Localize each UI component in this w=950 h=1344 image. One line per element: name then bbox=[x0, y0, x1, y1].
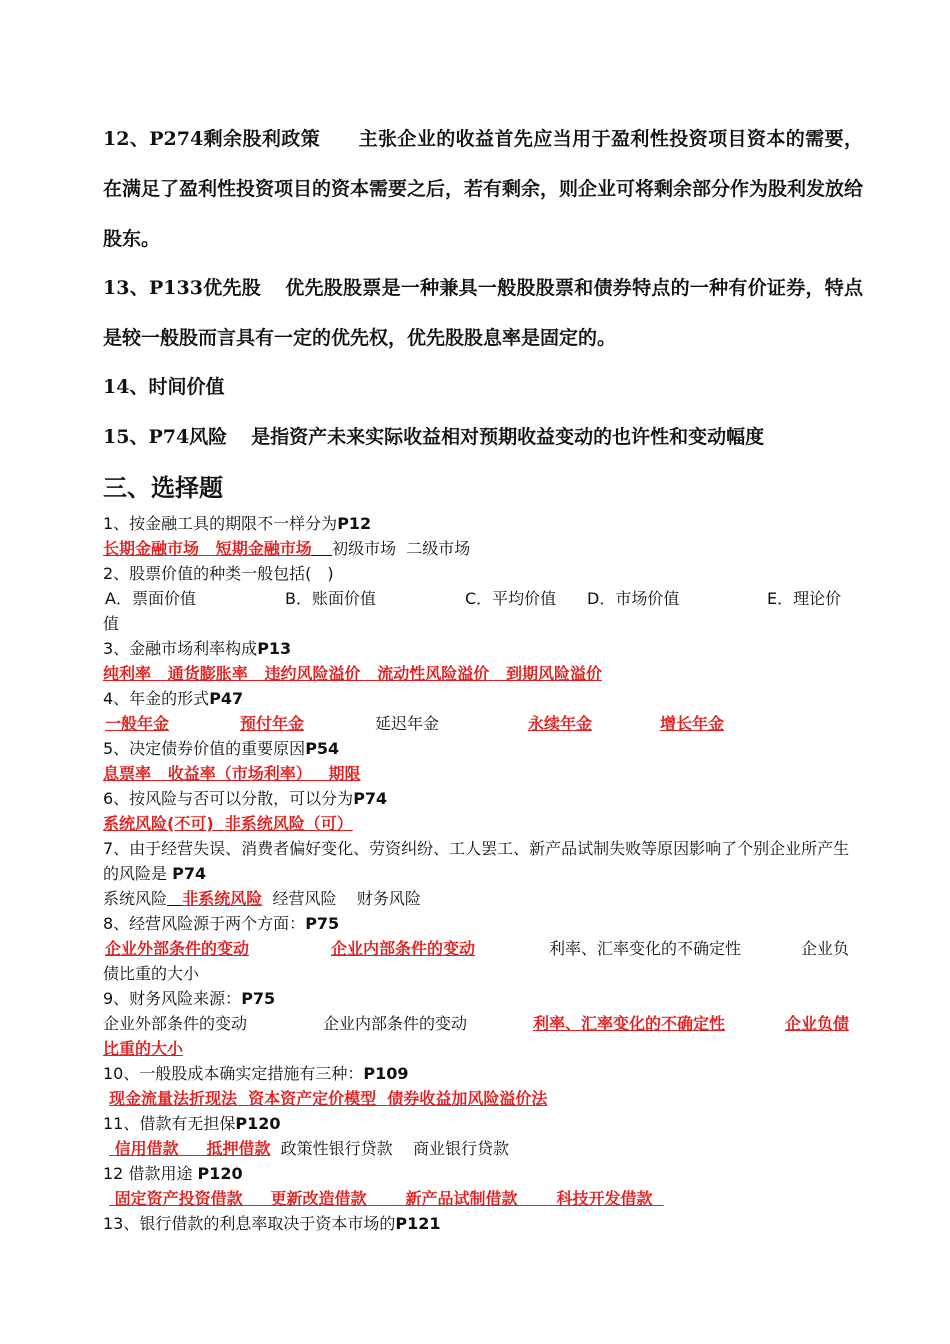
question-2: 2、股票价值的种类一般包括( ) bbox=[103, 564, 334, 583]
q5-answer-3: 期限 bbox=[328, 764, 361, 783]
q8-option-2: 企业负 bbox=[801, 939, 850, 958]
q6-text: 6、按风险与否可以分散，可以分为 bbox=[103, 789, 354, 808]
q7-option-3: 财务风险 bbox=[356, 889, 421, 908]
question-12 bbox=[103, 1161, 863, 1186]
term-15-head: 15、P74风险 bbox=[103, 426, 228, 448]
q12-text: 12 借款用途 bbox=[103, 1164, 193, 1183]
q10-answer-2: 资本资产定价模型 bbox=[248, 1089, 377, 1108]
q1-text: 1、按金融工具的期限不一样分为 bbox=[103, 514, 338, 533]
q10-text: 10、一般股成本确实定措施有三种： bbox=[103, 1064, 364, 1083]
q7-answer-1: 非系统风险 bbox=[182, 889, 263, 908]
question-10 bbox=[103, 1061, 863, 1086]
q7-option-1: 系统风险 bbox=[103, 889, 168, 908]
question-8 bbox=[103, 911, 863, 936]
answer-7 bbox=[103, 886, 863, 911]
q9-text: 9、财务风险来源： bbox=[103, 989, 242, 1008]
q11-option-1: 政策性银行贷款 bbox=[280, 1139, 393, 1158]
term-15 bbox=[103, 412, 863, 462]
term-13-body: 优先股股票是一种兼具一般股股票和债券特点的一种有价证券，特点是较一般股而言具有一定的优先权，优先股股息率是固定的。 bbox=[103, 277, 863, 349]
q1-answer-1: 长期金融市场 bbox=[103, 539, 200, 558]
question-13 bbox=[103, 1211, 863, 1236]
q10-answer-1: 现金流量法折现法 bbox=[109, 1089, 238, 1108]
answer-8 bbox=[103, 936, 863, 961]
q8-ref: P75 bbox=[305, 914, 340, 933]
q12-ref: P120 bbox=[197, 1164, 243, 1183]
q3-ref: P13 bbox=[257, 639, 292, 658]
q1-ref: P12 bbox=[337, 514, 372, 533]
q11-answer-1: 信用借款 bbox=[114, 1139, 179, 1158]
answer-3 bbox=[103, 661, 863, 686]
q4-ref: P47 bbox=[209, 689, 244, 708]
q1-option-2: 二级市场 bbox=[406, 539, 471, 558]
q5-answer-2: 收益率（市场利率） bbox=[167, 764, 312, 783]
term-12-body: 主张企业的收益首先应当用于盈利性投资项目资本的需要，在满足了盈利性投资项目的资本需要之后，若有剩余，则企业可将剩余部分作为股利发放给股东。 bbox=[103, 128, 864, 250]
q4-text: 4、年金的形式 bbox=[103, 689, 210, 708]
q10-answer-3: 债券收益加风险溢价法 bbox=[387, 1089, 548, 1108]
q5-answer-1: 息票率 bbox=[103, 764, 152, 783]
q1-option-1: 初级市场 bbox=[332, 539, 397, 558]
q2-option-e: E．理论价 bbox=[767, 589, 842, 608]
q12-answer-3: 新产品试制借款 bbox=[405, 1189, 518, 1208]
q4-option-1: 延迟年金 bbox=[375, 714, 440, 733]
q7-ref: P74 bbox=[172, 864, 207, 883]
q11-ref: P120 bbox=[235, 1114, 281, 1133]
q5-text: 5、决定债券价值的重要原因 bbox=[103, 739, 306, 758]
q2-option-c: C．平均价值 bbox=[465, 589, 557, 608]
term-12 bbox=[103, 114, 863, 264]
q9-option-2: 企业内部条件的变动 bbox=[323, 1014, 468, 1033]
q13-ref: P121 bbox=[395, 1214, 441, 1233]
section-title: 三、选择题 bbox=[103, 473, 223, 502]
q9-answer-2: 企业负债 bbox=[785, 1014, 850, 1033]
answer-5 bbox=[103, 761, 863, 786]
answer-1 bbox=[103, 536, 863, 561]
q9-answer-2-cont: 比重的大小 bbox=[103, 1039, 184, 1058]
q9-option-1: 企业外部条件的变动 bbox=[103, 1014, 248, 1033]
question-4 bbox=[103, 686, 863, 711]
q4-answer-2: 预付年金 bbox=[240, 714, 305, 733]
q8-text: 8、经营风险源于两个方面： bbox=[103, 914, 306, 933]
question-1 bbox=[103, 511, 863, 536]
q3-text: 3、金融市场利率构成 bbox=[103, 639, 258, 658]
answer-9-cont bbox=[103, 1036, 863, 1061]
term-12-head: 12、P274剩余股利政策 bbox=[103, 128, 321, 150]
q2-option-b: B．账面价值 bbox=[285, 589, 376, 608]
q12-answer-1: 固定资产投资借款 bbox=[114, 1189, 243, 1208]
q12-answer-4: 科技开发借款 bbox=[556, 1189, 653, 1208]
question-9 bbox=[103, 986, 863, 1011]
q8-option-1: 利率、汇率变化的不确定性 bbox=[549, 939, 742, 958]
options-2 bbox=[103, 586, 863, 611]
q11-text: 11、借款有无担保 bbox=[103, 1114, 236, 1133]
term-14-head: 14、时间价值 bbox=[103, 376, 225, 398]
q6-answer-1: 系统风险(不可) bbox=[103, 814, 214, 833]
question-5 bbox=[103, 736, 863, 761]
q2-option-a: A．票面价值 bbox=[105, 589, 196, 608]
answer-12 bbox=[103, 1186, 863, 1211]
q1-answer-2: 短期金融市场 bbox=[215, 539, 312, 558]
q4-answer-3: 永续年金 bbox=[528, 714, 593, 733]
q13-text: 13、银行借款的利息率取决于资本市场的 bbox=[103, 1214, 396, 1233]
answer-4 bbox=[103, 711, 863, 736]
answer-10 bbox=[103, 1086, 863, 1111]
q4-answer-1: 一般年金 bbox=[105, 714, 170, 733]
question-3 bbox=[103, 636, 863, 661]
term-13 bbox=[103, 263, 863, 363]
answer-6 bbox=[103, 811, 863, 836]
options-2-cont: 值 bbox=[103, 614, 120, 633]
q8-answer-1: 企业外部条件的变动 bbox=[105, 939, 250, 958]
answer-8-cont: 债比重的大小 bbox=[103, 964, 200, 983]
question-11 bbox=[103, 1111, 863, 1136]
question-7 bbox=[103, 836, 863, 886]
q2-option-d: D．市场价值 bbox=[587, 589, 680, 608]
q3-answer-3: 违约风险溢价 bbox=[264, 664, 361, 683]
q12-answer-2: 更新改造借款 bbox=[270, 1189, 367, 1208]
q6-answer-2: 非系统风险（可） bbox=[224, 814, 353, 833]
q10-ref: P109 bbox=[363, 1064, 409, 1083]
q6-ref: P74 bbox=[353, 789, 388, 808]
q9-ref: P75 bbox=[241, 989, 276, 1008]
q3-answer-5: 到期风险溢价 bbox=[505, 664, 602, 683]
q11-answer-2: 抵押借款 bbox=[206, 1139, 271, 1158]
q5-ref: P54 bbox=[305, 739, 340, 758]
q3-answer-2: 通货膨胀率 bbox=[167, 664, 248, 683]
answer-11 bbox=[103, 1136, 863, 1161]
q4-answer-4: 增长年金 bbox=[660, 714, 725, 733]
term-15-body: 是指资产未来实际收益相对预期收益变动的也许性和变动幅度 bbox=[251, 426, 765, 448]
q8-answer-2: 企业内部条件的变动 bbox=[331, 939, 476, 958]
q3-answer-1: 纯利率 bbox=[103, 664, 152, 683]
q9-answer-1: 利率、汇率变化的不确定性 bbox=[533, 1014, 726, 1033]
q11-option-2: 商业银行贷款 bbox=[413, 1139, 510, 1158]
q7-text: 7、由于经营失误、消费者偏好变化、劳资纠纷、工人罢工、新产品试制失败等原因影响了个别企业所产生的风险是 bbox=[103, 839, 850, 883]
term-14 bbox=[103, 362, 863, 412]
question-6 bbox=[103, 786, 863, 811]
q7-option-2: 经营风险 bbox=[272, 889, 337, 908]
q3-answer-4: 流动性风险溢价 bbox=[377, 664, 490, 683]
answer-9 bbox=[103, 1011, 863, 1036]
term-13-head: 13、P133优先股 bbox=[103, 277, 261, 299]
